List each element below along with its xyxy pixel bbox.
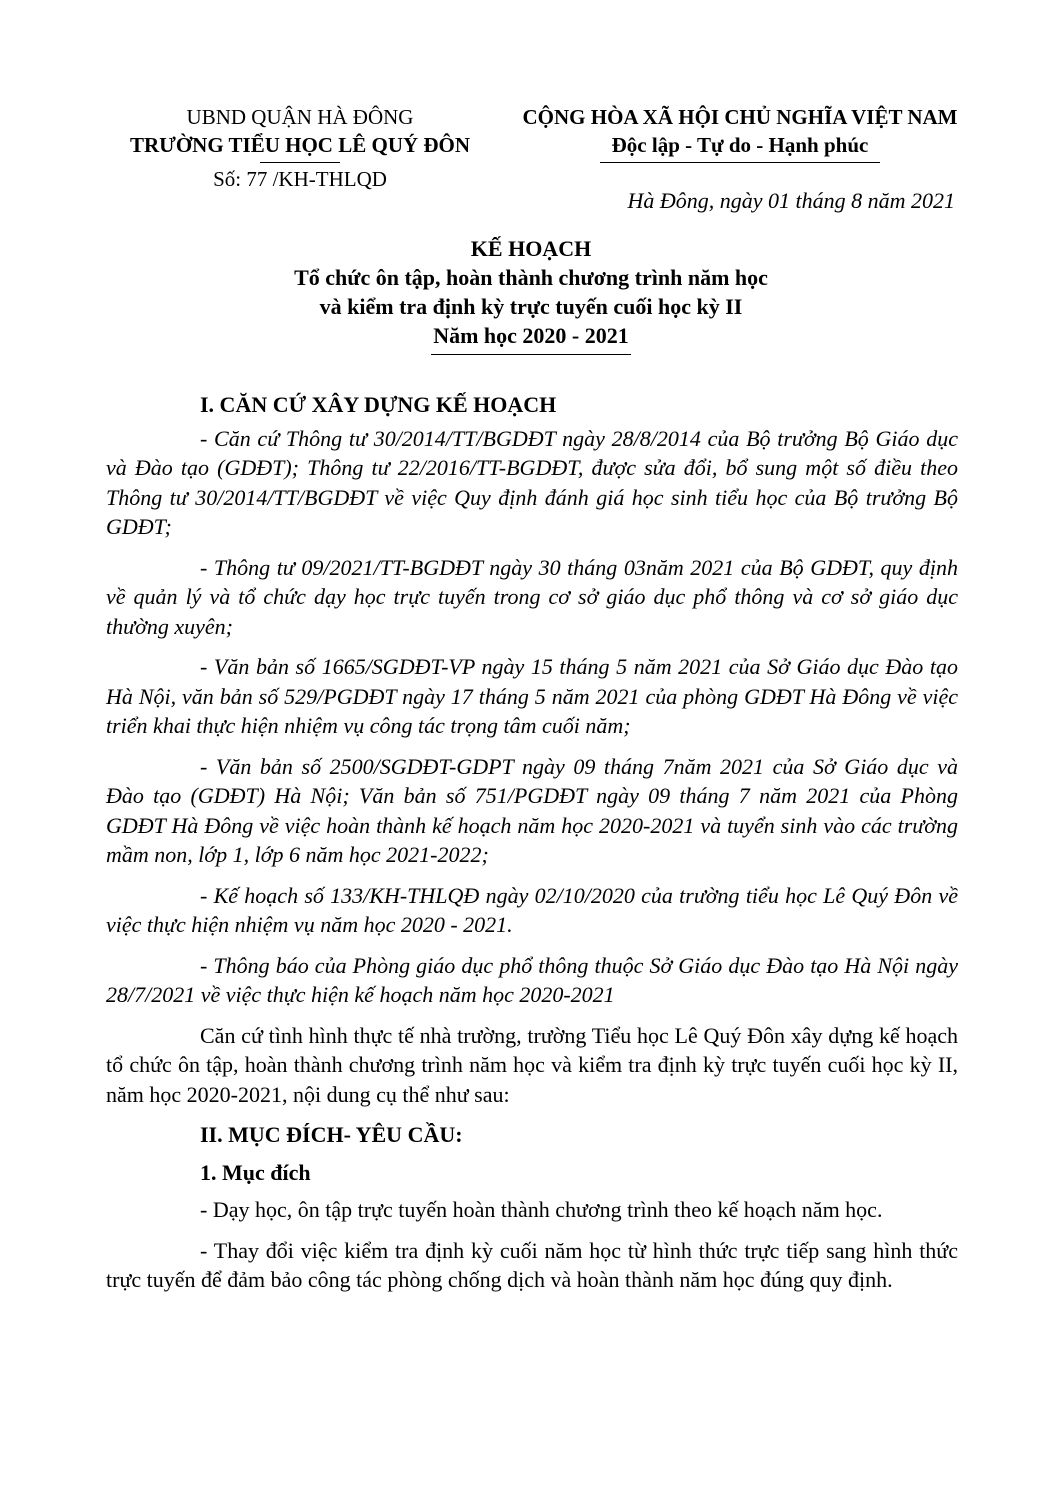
document-title (106, 234, 956, 355)
purpose-item-2: - Thay đổi việc kiểm tra định kỳ cuối năm học từ hình thức trực tiếp sang hình thức trực tuyến để đảm bảo công tác phòng chống dịch và hoàn thành năm học đúng quy định. (106, 1237, 958, 1292)
title-main: KẾ HOẠCH (470, 236, 592, 261)
section-2-heading: II. MỤC ĐÍCH- YÊU CẦU: (200, 1122, 463, 1147)
nation-line-2: Độc lập - Tự do - Hạnh phúc (611, 133, 869, 157)
title-line-2: và kiểm tra định kỳ trực tuyến cuối học kỳ II (319, 294, 743, 319)
basis-item-2: - Thông tư 09/2021/TT-BGDĐT ngày 30 tháng 03năm 2021 của Bộ GDĐT, quy định về quản lý và tổ chức dạy học trực tuyến trong cơ sở giáo dục phổ thông và cơ sở giáo dục thường xuyên; (106, 554, 958, 639)
org-line-1: UBND QUẬN HÀ ĐÔNG (186, 105, 414, 129)
basis-closing: Căn cứ tình hình thực tế nhà trường, trường Tiểu học Lê Quý Đôn xây dựng kế hoạch tổ chức ôn tập, hoàn thành chương trình năm học và kiểm tra định kỳ trực tuyến cuối học kỳ II, năm học 2020-2021, nội dung cụ thể như sau: (106, 1022, 958, 1107)
title-line-3: Năm học 2020 - 2021 (433, 323, 629, 348)
subsection-purpose-heading: 1. Mục đích (200, 1159, 311, 1185)
title-line-1: Tổ chức ôn tập, hoàn thành chương trình năm học (294, 265, 768, 290)
title-underline (431, 354, 631, 355)
motto-underline (600, 162, 880, 163)
national-motto (500, 103, 980, 163)
document-number: Số: 77 /KH-THLQD (213, 167, 387, 191)
basis-item-4: - Văn bản số 2500/SGDĐT-GDPT ngày 09 tháng 7năm 2021 của Sở Giáo dục và Đào tạo (GDĐT) Hà Nội; Văn bản số 751/PGDĐT ngày 09 tháng 7 năm 2021 của Phòng GDĐT Hà Đông về việc hoàn thành kế hoạch năm học 2020-2021 và tuyển sinh vào các trường mầm non, lớp 1, lớp 6 năm học 2021-2022; (106, 753, 958, 867)
nation-line-1: CỘNG HÒA XÃ HỘI CHỦ NGHĨA VIỆT NAM (522, 105, 958, 129)
document-date: Hà Đông, ngày 01 tháng 8 năm 2021 (627, 188, 955, 213)
org-underline (260, 162, 340, 163)
org-line-2: TRƯỜNG TIỂU HỌC LÊ QUÝ ĐÔN (129, 133, 471, 157)
purpose-item-1: - Dạy học, ôn tập trực tuyến hoàn thành chương trình theo kế hoạch năm học. (200, 1197, 883, 1222)
section-1-heading: I. CĂN CỨ XÂY DỰNG KẾ HOẠCH (200, 392, 557, 417)
basis-item-6: - Thông báo của Phòng giáo dục phổ thông thuộc Sở Giáo dục Đào tạo Hà Nội ngày 28/7/2021 về việc thực hiện kế hoạch năm học 2020-2021 (106, 952, 958, 1007)
document-body (106, 390, 958, 1306)
issuing-organization (100, 103, 500, 163)
basis-item-5: - Kế hoạch số 133/KH-THLQĐ ngày 02/10/2020 của trường tiểu học Lê Quý Đôn về việc thực hiện nhiệm vụ năm học 2020 - 2021. (106, 882, 958, 937)
basis-item-3: - Văn bản số 1665/SGDĐT-VP ngày 15 tháng 5 năm 2021 của Sở Giáo dục Đào tạo Hà Nội, văn bản số 529/PGDĐT ngày 17 tháng 5 năm 2021 của phòng GDĐT Hà Đông về việc triển khai thực hiện nhiệm vụ công tác trọng tâm cuối năm; (106, 654, 958, 738)
basis-item-1: - Căn cứ Thông tư 30/2014/TT/BGDĐT ngày 28/8/2014 của Bộ trưởng Bộ Giáo dục và Đào tạo (GDĐT); Thông tư 22/2016/TT-BGDĐT, được sửa đổi, bổ sung một số điều theo Thông tư 30/2014/TT/BGDĐT về việc Quy định đánh giá học sinh tiểu học của Bộ trưởng Bộ GDĐT; (106, 425, 958, 539)
